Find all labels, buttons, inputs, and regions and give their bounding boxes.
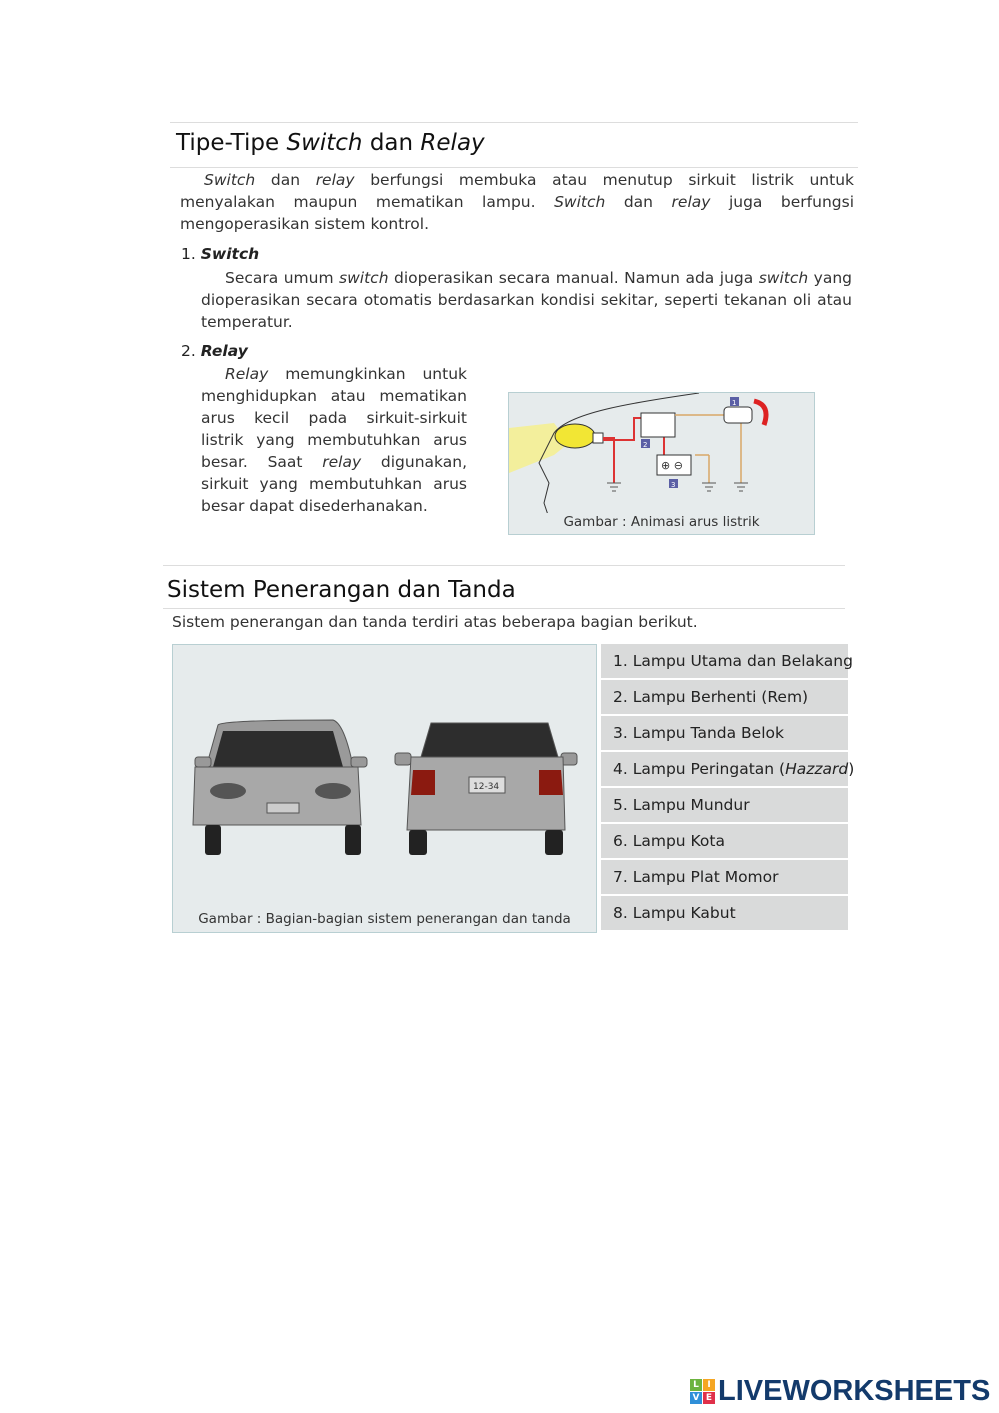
list-item: 8. Lampu Kabut [601, 896, 848, 930]
divider [163, 565, 845, 566]
svg-text:3: 3 [671, 481, 676, 489]
svg-text:2: 2 [643, 441, 648, 449]
list-item: 7. Lampu Plat Momor [601, 860, 848, 894]
divider [170, 122, 858, 123]
list-item: 1. Lampu Utama dan Belakang [601, 644, 848, 678]
car-rear [395, 723, 577, 855]
item1-heading: 1. Switch [181, 245, 260, 263]
car-front-rear-illustration [173, 645, 596, 895]
figure-caption: Gambar : Animasi arus listrik [563, 514, 760, 530]
list-item: 2. Lampu Berhenti (Rem) [601, 680, 848, 714]
relay-circuit-diagram [509, 393, 814, 513]
svg-text:12-34: 12-34 [473, 782, 500, 792]
list-item: 6. Lampu Kota [601, 824, 848, 858]
figure-caption: Gambar : Bagian-bagian sistem penerangan dan tanda [198, 911, 571, 927]
list-item: 3. Lampu Tanda Belok [601, 716, 848, 750]
divider [170, 167, 858, 168]
list-item: 4. Lampu Peringatan (Hazzard) [601, 752, 848, 786]
item2-text: Relay memungkinkan untuk menghidupkan atau mematikan arus kecil pada sirkuit-sirkuit listrik yang membutuhkan arus besar. Saat relay digunakan, sirkuit yang membutuhkan arus besar dapat disederhanakan. [201, 365, 467, 515]
divider [163, 608, 845, 609]
liveworksheets-logo: L I V E LIVEWORKSHEETS [690, 1375, 990, 1408]
section2-title: Sistem Penerangan dan Tanda [167, 577, 516, 603]
item2-heading: 2. Relay [181, 342, 248, 360]
car-lights-figure [172, 644, 597, 933]
section1-intro: Switch dan relay berfungsi membuka atau menutup sirkuit listrik untuk menyalakan maupun mematikan lampu. Switch dan relay juga berfungsi mengoperasikan sistem kontrol. [180, 171, 854, 233]
section2-intro: Sistem penerangan dan tanda terdiri atas beberapa bagian berikut. [172, 613, 698, 631]
section1-title: Tipe-Tipe Switch dan Relay [176, 130, 485, 156]
svg-text:⊕ ⊖: ⊕ ⊖ [661, 459, 683, 472]
svg-text:1: 1 [732, 399, 737, 407]
relay-circuit-figure [508, 392, 815, 535]
lighting-parts-list [601, 644, 855, 932]
list-item: 5. Lampu Mundur [601, 788, 848, 822]
car-front [193, 720, 367, 855]
logo-icon: L I V E [690, 1379, 715, 1404]
item1-text: Secara umum switch dioperasikan secara manual. Namun ada juga switch yang dioperasikan secara otomatis berdasarkan kondisi sekitar, seperti tekanan oli atau temperatur. [201, 269, 852, 331]
